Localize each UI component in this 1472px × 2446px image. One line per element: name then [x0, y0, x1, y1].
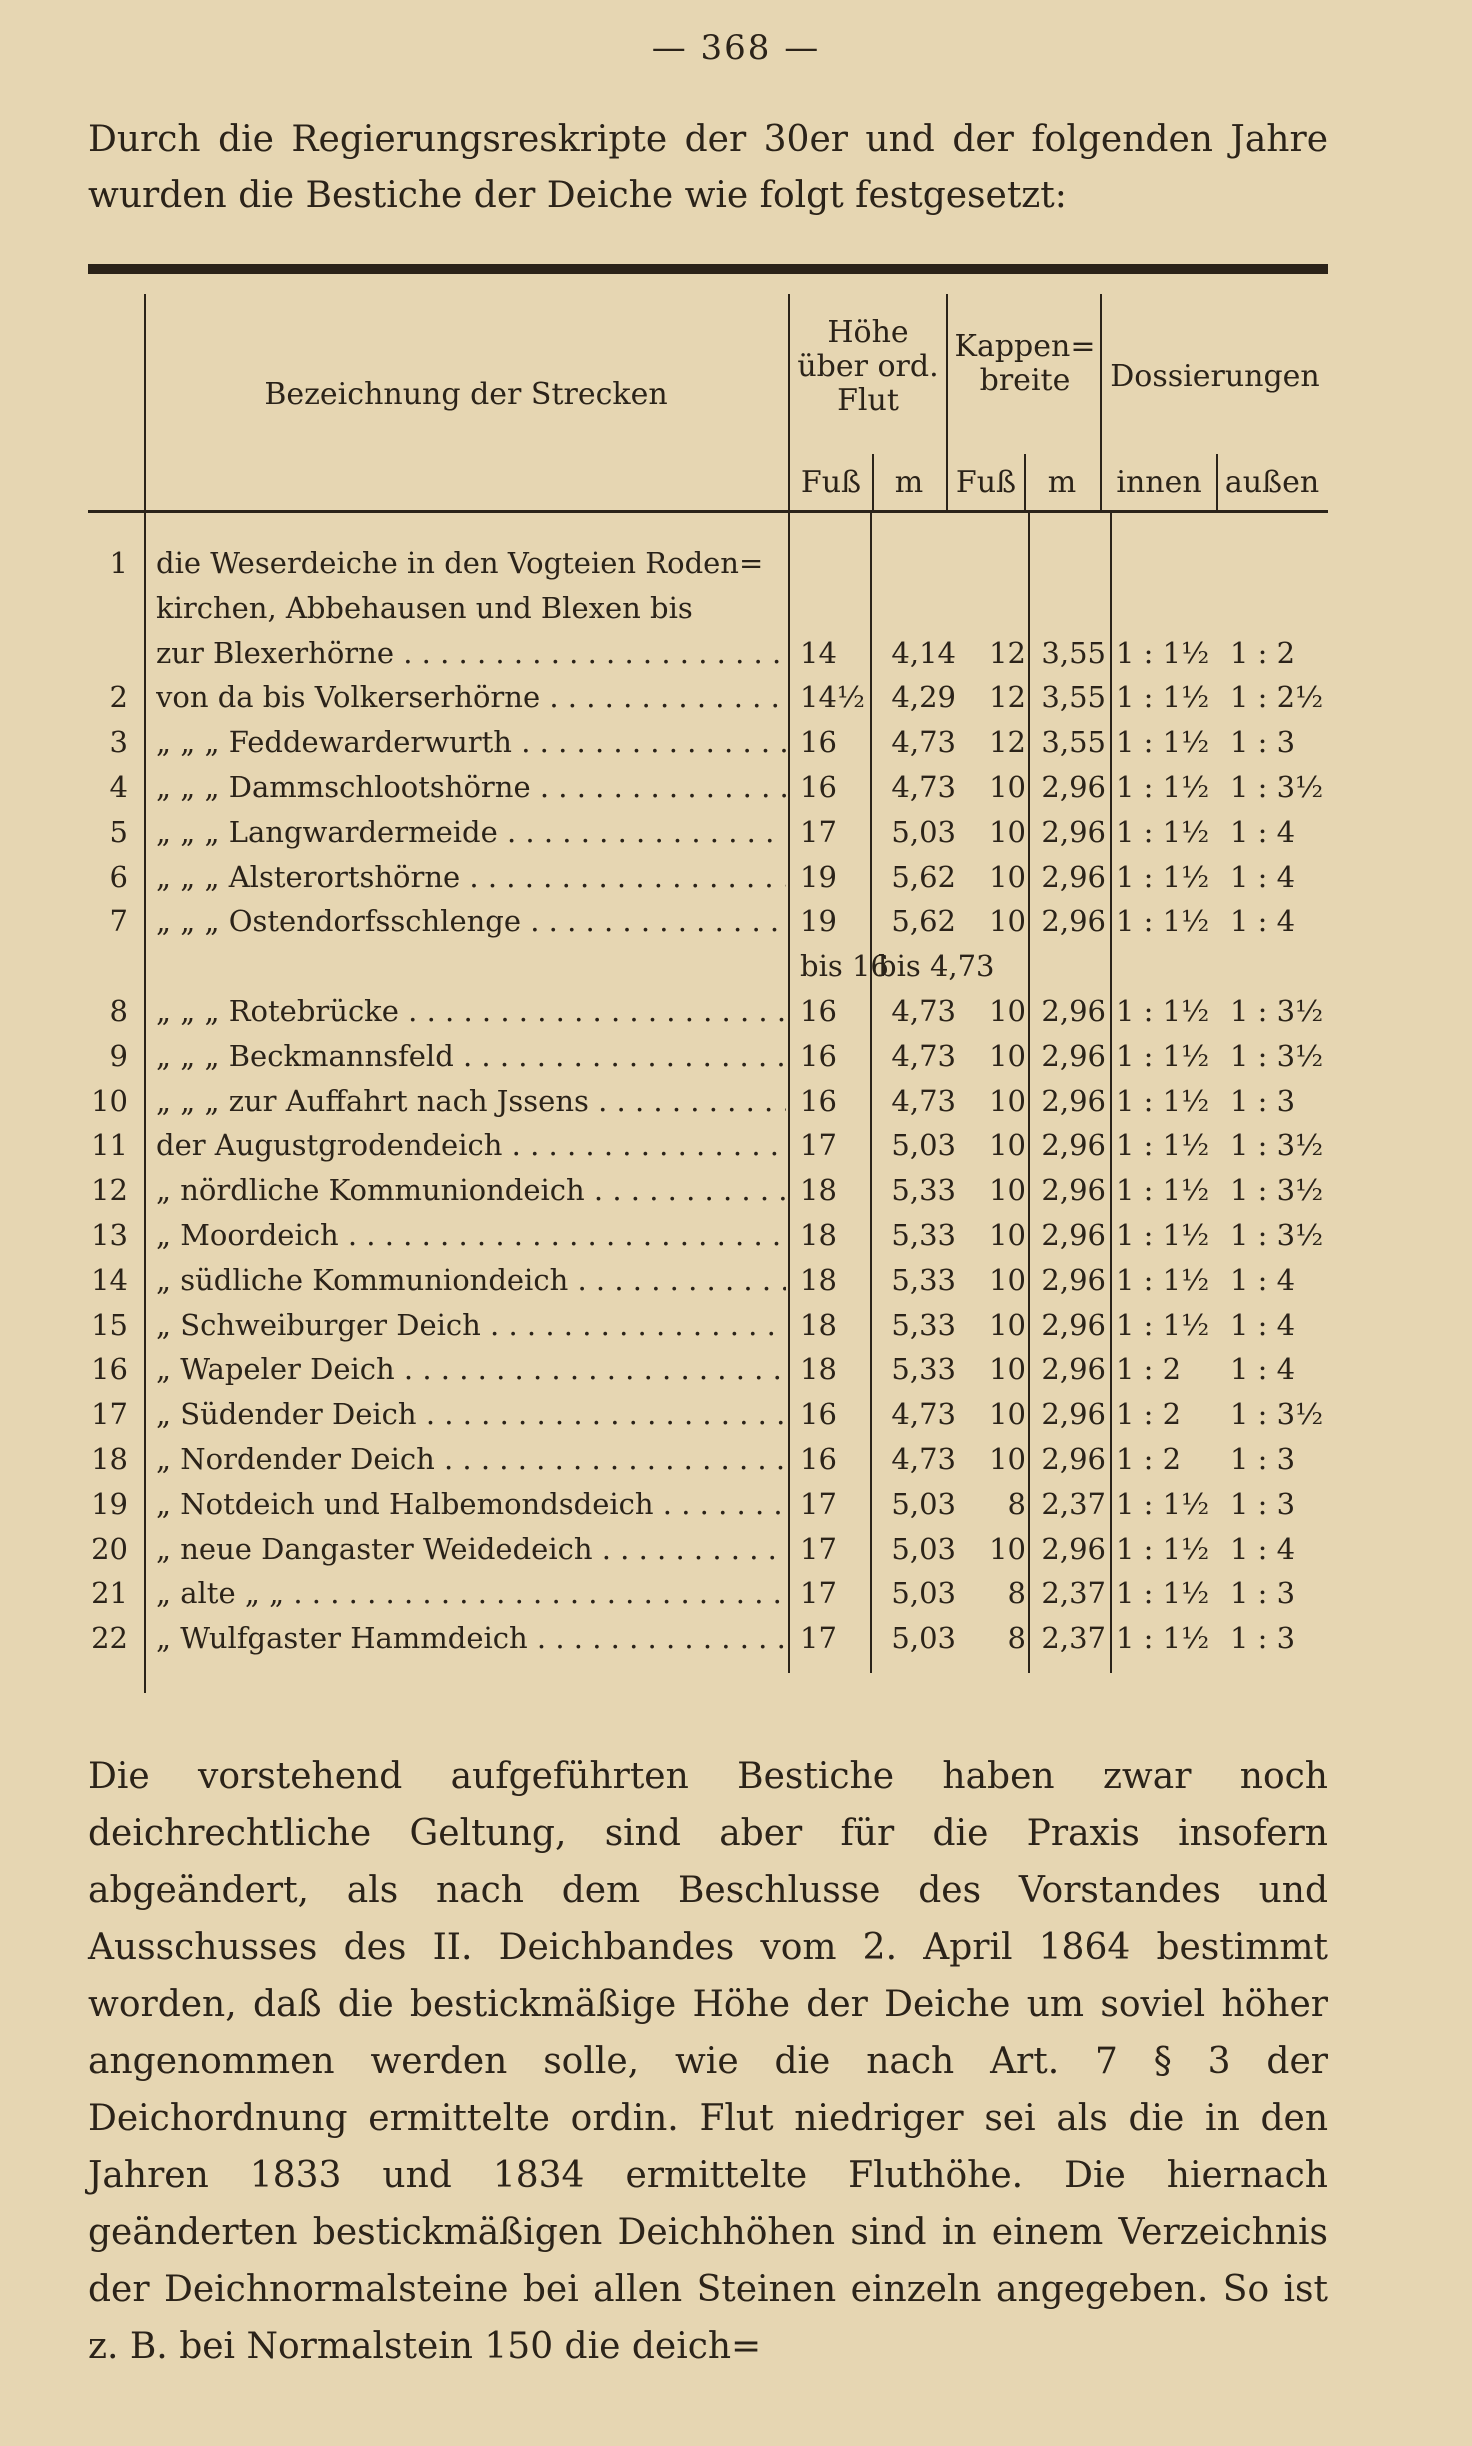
row-number: 1 [109, 546, 128, 580]
slope-outer: 1 : 3 [1230, 1486, 1296, 1521]
table-row [88, 1616, 1328, 1660]
height-m: 5,33 [891, 1262, 956, 1297]
crown-m: 3,55 [1041, 635, 1106, 670]
section-name: „ „ „ Rotebrücke . . . [156, 989, 786, 1033]
slope-inner: 1 : 1½ [1116, 1621, 1210, 1656]
crown-m: 2,96 [1041, 1173, 1106, 1208]
slope-outer: 1 : 3½ [1230, 1038, 1324, 1073]
slope-outer: 1 : 4 [1230, 1307, 1296, 1342]
crown-fuss: 12 [989, 680, 1026, 715]
height-m: bis 4,73 [878, 949, 995, 984]
table-row [88, 899, 1328, 943]
page-number: — 368 — [651, 28, 821, 68]
crown-fuss: 8 [1007, 1621, 1026, 1656]
height-fuss: 18 [800, 1307, 837, 1342]
crown-fuss: 10 [989, 1397, 1026, 1432]
row-number: 21 [91, 1576, 128, 1611]
header-innen: innen [1116, 465, 1202, 500]
height-fuss: 14½ [800, 680, 866, 715]
height-fuss: 17 [800, 1128, 837, 1163]
slope-inner: 1 : 1½ [1116, 1531, 1210, 1566]
slope-inner: 1 : 1½ [1116, 770, 1210, 804]
section-name: „ Schweiburger Deich . . . [156, 1303, 786, 1347]
crown-m: 2,37 [1041, 1486, 1106, 1521]
slope-outer: 1 : 3 [1230, 1442, 1296, 1476]
height-fuss: 19 [800, 859, 837, 894]
section-name: „ neue Dangaster Weidedeich . . . [156, 1527, 786, 1571]
table-row [88, 810, 1328, 854]
crown-m: 2,96 [1041, 814, 1106, 849]
row-number: 19 [91, 1486, 128, 1521]
height-m: 5,62 [891, 859, 956, 894]
crown-m: 2,96 [1041, 1262, 1106, 1297]
table-row [88, 631, 1328, 675]
slope-inner: 1 : 1½ [1116, 1307, 1210, 1342]
row-number: 13 [91, 1218, 128, 1252]
section-name: „ nördliche Kommuniondeich . . . [156, 1168, 786, 1212]
crown-m: 2,96 [1041, 904, 1106, 939]
height-m: 5,03 [891, 1621, 956, 1656]
crown-fuss: 10 [989, 1218, 1026, 1252]
crown-m: 3,55 [1041, 680, 1106, 715]
section-name: „ „ „ Feddewarderwurth . . . [156, 720, 786, 764]
height-fuss: 14 [800, 635, 837, 670]
height-m: 5,33 [891, 1352, 956, 1387]
row-number: 16 [91, 1352, 128, 1387]
row-number: 2 [109, 680, 128, 715]
section-name: „ alte „ „ . . . [156, 1571, 786, 1615]
height-m: 4,73 [891, 1442, 956, 1476]
slope-inner: 1 : 2 [1116, 1442, 1182, 1476]
crown-fuss: 8 [1007, 1486, 1026, 1521]
slope-outer: 1 : 3½ [1230, 1128, 1324, 1163]
height-fuss: bis 16 [800, 949, 889, 984]
height-fuss: 18 [800, 1218, 837, 1252]
height-fuss: 17 [800, 1531, 837, 1566]
crown-fuss: 10 [989, 1128, 1026, 1163]
slope-inner: 1 : 1½ [1116, 680, 1210, 715]
header-aussen: außen [1224, 465, 1320, 500]
slope-outer: 1 : 3½ [1230, 1218, 1324, 1252]
table-row [88, 1482, 1328, 1526]
table-row [88, 944, 1328, 988]
height-m: 5,03 [891, 1128, 956, 1163]
header-rule [1100, 294, 1102, 510]
row-number: 5 [109, 814, 128, 849]
section-name: „ Südender Deich . . . [156, 1392, 786, 1436]
slope-inner: 1 : 1½ [1116, 1262, 1210, 1297]
slope-outer: 1 : 4 [1230, 859, 1296, 894]
crown-fuss: 10 [989, 1173, 1026, 1208]
height-fuss: 16 [800, 1038, 837, 1073]
row-number: 20 [91, 1531, 128, 1566]
slope-outer: 1 : 4 [1230, 904, 1296, 939]
height-m: 5,03 [891, 1531, 956, 1566]
section-name: „ „ „ Langwardermeide . . . [156, 810, 786, 854]
table-row [88, 675, 1328, 719]
section-name: „ Moordeich . . . [156, 1213, 786, 1257]
table-body [88, 513, 1328, 1693]
crown-m: 2,96 [1041, 770, 1106, 804]
table-row [88, 1347, 1328, 1391]
crown-m: 3,55 [1041, 725, 1106, 760]
table-row [88, 989, 1328, 1033]
crown-fuss: 12 [989, 725, 1026, 760]
slope-outer: 1 : 4 [1230, 1262, 1296, 1297]
header-m: m [1047, 465, 1077, 500]
row-number: 9 [109, 1038, 128, 1073]
slope-inner: 1 : 1½ [1116, 1486, 1210, 1521]
table-row [88, 1258, 1328, 1302]
table-row [88, 1303, 1328, 1347]
header-m: m [894, 465, 924, 500]
slope-inner: 1 : 1½ [1116, 1173, 1210, 1208]
crown-fuss: 10 [989, 1083, 1026, 1118]
height-fuss: 16 [800, 1083, 837, 1118]
row-number: 10 [91, 1083, 128, 1118]
header-rule [946, 294, 948, 510]
section-name: „ „ „ Alsterortshörne . . . [156, 855, 786, 899]
table-row [88, 1392, 1328, 1436]
row-number: 8 [109, 994, 128, 1028]
row-number: 15 [91, 1307, 128, 1342]
height-fuss: 17 [800, 1576, 837, 1611]
table-row [88, 765, 1328, 809]
crown-fuss: 10 [989, 1531, 1026, 1566]
header-rule [144, 294, 146, 510]
crown-m: 2,96 [1041, 1442, 1106, 1476]
height-fuss: 19 [800, 904, 837, 939]
height-m: 4,73 [891, 1397, 956, 1432]
intro-paragraph: Durch die Regierungsreskripte der 30er und der folgenden Jahre wurden die Bestiche der Deiche wie folgt festgesetzt: [88, 119, 1328, 216]
table-row [88, 855, 1328, 899]
row-number: 17 [91, 1397, 128, 1432]
section-name: zur Blexerhörne . . . [156, 631, 786, 675]
slope-inner: 1 : 1½ [1116, 1083, 1210, 1118]
row-number: 11 [91, 1128, 128, 1163]
height-fuss: 18 [800, 1173, 837, 1208]
crown-m: 2,96 [1041, 1397, 1106, 1432]
crown-m: 2,37 [1041, 1576, 1106, 1611]
table-row [88, 1034, 1328, 1078]
table-row [88, 1437, 1328, 1481]
section-name: „ „ „ Ostendorfsschlenge . . . [156, 899, 786, 943]
slope-outer: 1 : 3½ [1230, 994, 1324, 1028]
section-name: „ „ „ Beckmannsfeld . . . [156, 1034, 786, 1078]
header-strecken: Bezeichnung der Strecken [264, 377, 668, 412]
header-fuss: Fuß [955, 465, 1017, 500]
height-fuss: 17 [800, 1486, 837, 1521]
height-fuss: 18 [800, 1352, 837, 1387]
crown-m: 2,96 [1041, 1352, 1106, 1387]
crown-m: 2,37 [1041, 1621, 1106, 1656]
header-rule [788, 294, 790, 510]
section-name: die Weserdeiche in den Vogteien Roden= [156, 546, 764, 580]
table-row [88, 720, 1328, 764]
crown-fuss: 10 [989, 1038, 1026, 1073]
section-name: von da bis Volkerserhörne . . . [156, 675, 786, 719]
height-m: 5,33 [891, 1307, 956, 1342]
slope-inner: 1 : 1½ [1116, 859, 1210, 894]
header-kappenbreite: Kappen= breite [954, 329, 1096, 398]
slope-inner: 1 : 2 [1116, 1352, 1182, 1387]
crown-fuss: 10 [989, 1352, 1026, 1387]
dike-table [88, 264, 1328, 1693]
slope-inner: 1 : 1½ [1116, 1576, 1210, 1611]
slope-inner: 1 : 1½ [1116, 635, 1210, 670]
crown-fuss: 10 [989, 1262, 1026, 1297]
crown-fuss: 10 [989, 1307, 1026, 1342]
crown-fuss: 12 [989, 635, 1026, 670]
slope-inner: 1 : 1½ [1116, 814, 1210, 849]
table-row [88, 1123, 1328, 1167]
row-number: 18 [91, 1442, 128, 1476]
slope-outer: 1 : 3½ [1230, 1397, 1324, 1432]
slope-inner: 1 : 1½ [1116, 725, 1210, 760]
slope-outer: 1 : 4 [1230, 1531, 1296, 1566]
crown-m: 2,96 [1041, 1128, 1106, 1163]
section-name: „ Notdeich und Halbemondsdeich . . . [156, 1482, 786, 1526]
slope-inner: 1 : 1½ [1116, 1128, 1210, 1163]
section-name: „ „ „ Dammschlootshörne . . . [156, 765, 786, 809]
height-m: 5,33 [891, 1173, 956, 1208]
crown-m: 2,96 [1041, 994, 1106, 1028]
row-number: 6 [109, 859, 128, 894]
table-row [88, 541, 1328, 585]
section-name: „ „ „ zur Auffahrt nach Jssens . . . [156, 1079, 786, 1123]
height-m: 5,03 [891, 814, 956, 849]
row-number: 4 [109, 770, 128, 804]
body-paragraph: Die vorstehend aufgeführten Bestiche haben zwar noch deichrechtliche Geltung, sind aber für die Praxis insofern abgeändert, als nach dem Beschlusse des Vorstandes und Ausschusses des II. Deichbandes vom 2. April 1864 bestimmt worden, daß die bestickmäßige Höhe der Deiche um soviel höher angenommen werden solle, wie die nach Art. 7 § 3 der Deichordnung ermittelte ordin. Flut niedriger sei als die in den Jahren 1833 und 1834 ermittelte Fluthöhe. Die hiernach geänderten bestickmäßigen Deichhöhen sind in einem Verzeichnis der Deichnormalsteine bei allen Steinen einzeln angegeben. So ist z. B. bei Normalstein 150 die deich= [88, 1756, 1328, 2367]
header-hoehe: Höhe über ord. Flut [797, 315, 939, 418]
height-fuss: 17 [800, 814, 837, 849]
crown-m: 2,96 [1041, 1038, 1106, 1073]
slope-outer: 1 : 3 [1230, 1576, 1296, 1611]
table-row [88, 1079, 1328, 1123]
crown-m: 2,96 [1041, 1307, 1106, 1342]
height-fuss: 16 [800, 1397, 837, 1432]
section-name: der Augustgrodendeich . . . [156, 1123, 786, 1167]
height-fuss: 16 [800, 770, 837, 804]
height-m: 4,14 [891, 635, 956, 670]
height-m: 5,03 [891, 1576, 956, 1611]
section-name: „ Nordender Deich . . . [156, 1437, 786, 1481]
slope-inner: 1 : 1½ [1116, 1218, 1210, 1252]
crown-fuss: 8 [1007, 1576, 1026, 1611]
slope-outer: 1 : 3 [1230, 725, 1296, 760]
slope-outer: 1 : 2½ [1230, 680, 1324, 715]
height-m: 4,73 [891, 1083, 956, 1118]
crown-fuss: 10 [989, 904, 1026, 939]
height-fuss: 16 [800, 725, 837, 760]
height-m: 4,73 [891, 1038, 956, 1073]
header-fuss: Fuß [800, 465, 862, 500]
table-row [88, 1527, 1328, 1571]
height-m: 4,73 [891, 770, 956, 804]
height-fuss: 16 [800, 1442, 837, 1476]
height-fuss: 16 [800, 994, 837, 1028]
table-row [88, 1571, 1328, 1615]
section-name: kirchen, Abbehausen und Blexen bis [156, 590, 693, 625]
crown-fuss: 10 [989, 814, 1026, 849]
height-fuss: 18 [800, 1262, 837, 1297]
crown-m: 2,96 [1041, 1218, 1106, 1252]
slope-outer: 1 : 3½ [1230, 1173, 1324, 1208]
height-m: 4,29 [891, 680, 956, 715]
slope-outer: 1 : 3½ [1230, 770, 1324, 804]
crown-m: 2,96 [1041, 1531, 1106, 1566]
row-number: 12 [91, 1173, 128, 1208]
table-row [88, 1168, 1328, 1212]
slope-outer: 1 : 4 [1230, 814, 1296, 849]
row-number: 14 [91, 1262, 128, 1297]
table-top-rule [88, 264, 1328, 274]
section-name: „ Wulfgaster Hammdeich . . . [156, 1616, 786, 1660]
height-m: 4,73 [891, 725, 956, 760]
row-number: 22 [91, 1621, 128, 1656]
height-m: 4,73 [891, 994, 956, 1028]
table-header [88, 274, 1328, 513]
slope-inner: 1 : 2 [1116, 1397, 1182, 1432]
row-number: 7 [109, 904, 128, 939]
slope-inner: 1 : 1½ [1116, 994, 1210, 1028]
slope-outer: 1 : 3 [1230, 1621, 1296, 1656]
crown-fuss: 10 [989, 859, 1026, 894]
height-fuss: 17 [800, 1621, 837, 1656]
slope-inner: 1 : 1½ [1116, 1038, 1210, 1073]
header-dossierungen: Dossierungen [1110, 359, 1320, 394]
slope-outer: 1 : 2 [1230, 635, 1296, 670]
crown-fuss: 10 [989, 1442, 1026, 1476]
crown-fuss: 10 [989, 770, 1026, 804]
height-m: 5,62 [891, 904, 956, 939]
crown-fuss: 10 [989, 994, 1026, 1028]
height-m: 5,33 [891, 1218, 956, 1252]
crown-m: 2,96 [1041, 1083, 1106, 1118]
slope-inner: 1 : 1½ [1116, 904, 1210, 939]
section-name: „ südliche Kommuniondeich . . . [156, 1258, 786, 1302]
crown-m: 2,96 [1041, 859, 1106, 894]
slope-outer: 1 : 4 [1230, 1352, 1296, 1387]
row-number: 3 [109, 725, 128, 760]
height-m: 5,03 [891, 1486, 956, 1521]
table-row [88, 1213, 1328, 1257]
table-row [88, 586, 1328, 630]
slope-outer: 1 : 3 [1230, 1083, 1296, 1118]
section-name: „ Wapeler Deich . . . [156, 1347, 786, 1391]
